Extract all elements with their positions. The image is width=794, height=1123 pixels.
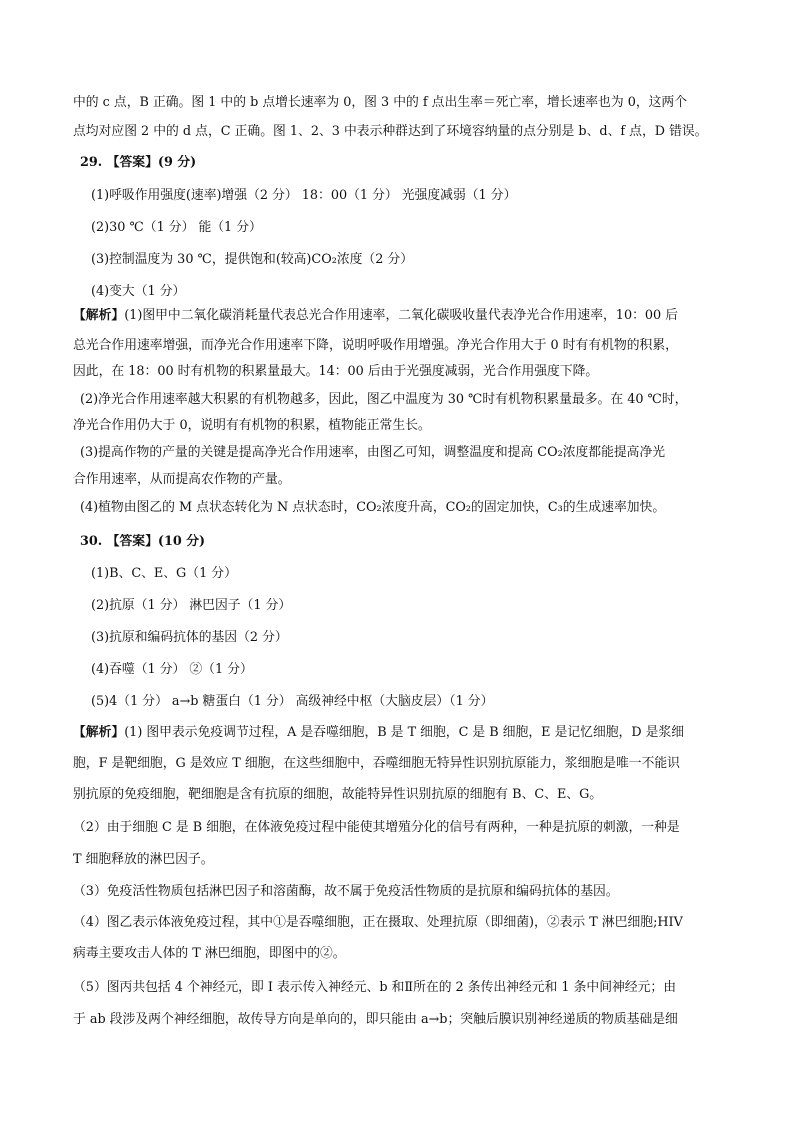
q29-analysis-line [73,308,725,324]
q30-answer-header: 30. 【答案】(10 分) [80,534,206,549]
text-line: 中的 c 点，B 正确。图 1 中的 b 点增长速率为 0，图 3 中的 f 点出生率＝死亡率，增长速率也为 0，这两个 [73,95,688,110]
q30-answer-2: (2)抗原（1 分） 淋巴因子（1 分） [91,598,292,613]
q30-analysis-line: 于 ab 段涉及两个神经细胞，故传导方向是单向的，即只能由 a→b；突触后膜识别神经递质的物质基础是细 [73,1012,678,1027]
q30-answer-1: (1)B、C、E、G（1 分） [91,566,237,581]
q29-answer-2: (2)30 ℃（1 分） 能（1 分） [91,220,262,235]
q30-analysis-line: T 细胞释放的淋巴因子。 [73,852,214,867]
q30-analysis-line: （4）图乙表示体液免疫过程，其中①是吞噬细胞，正在摄取、处理抗原（即细菌)，②表示 T 淋巴细胞;HIV [73,915,683,930]
q29-analysis-line: (3)提高作物的产量的关键是提高净光合作用速率，由图乙可知，调整温度和提高 CO₂浓度都能提高净光 [80,445,666,460]
analysis-text: (1) 图甲表示免疫调节过程，A 是吞噬细胞，B 是 T 细胞，C 是 B 细胞，E 是记忆细胞，D 是浆细 [124,725,685,740]
q30-analysis-line [73,725,725,741]
q30-answer-4: (4)吞噬（1 分） ②（1 分） [91,662,253,677]
q29-analysis-line: (4)植物由图乙的 M 点状态转化为 N 点状态时，CO₂浓度升高，CO₂的固定加快，C₃的生成速率加快。 [80,500,666,515]
analysis-tag: 【解析】 [73,725,125,740]
q29-analysis-line: 合作用速率，从而提高农作物的产量。 [73,472,291,487]
q29-analysis-line: 因此，在 18：00 时有机物的积累量最大。14：00 后由于光强度减弱，光合作用强度下降。 [73,364,599,379]
q29-answer-4: (4)变大（1 分） [91,284,186,299]
q29-answer-1: (1)呼吸作用强度(速率)增强（2 分） 18：00（1 分） 光强度减弱（1 分） [91,188,517,203]
q30-analysis-line: 别抗原的免疫细胞，靶细胞是含有抗原的细胞，故能特异性识别抗原的细胞有 B、C、E、G。 [73,787,603,802]
q30-analysis-line: 胞，F 是靶细胞，G 是效应 T 细胞，在这些细胞中，吞噬细胞无特异性识别抗原能力，浆细胞是唯一不能识 [73,756,680,771]
q30-answer-5: (5)4（1 分） a→b 糖蛋白（1 分） 高级神经中枢（大脑皮层）（1 分） [91,694,494,709]
q29-analysis-line: (2)净光合作用速率越大积累的有机物越多，因此，图乙中温度为 30 ℃时有机物积累量最多。在 40 ℃时， [80,392,688,407]
q30-analysis-line: （5）图丙共包括 4 个神经元，即 I 表示传入神经元、b 和Ⅱ所在的 2 条传出神经元和 1 条中间神经元；由 [73,980,676,995]
q29-analysis-line: 净光合作用仍大于 0，说明有有机物的积累，植物能正常生长。 [73,418,431,433]
analysis-text: (1)图甲中二氧化碳消耗量代表总光合作用速率，二氧化碳吸收量代表净光合作用速率，10：00 后 [124,308,679,323]
q29-answer-header: 29. 【答案】(9 分) [80,155,197,170]
analysis-tag: 【解析】 [73,308,125,323]
q29-analysis-line: 总光合作用速率增强，而净光合作用速率下降，说明呼吸作用增强。净光合作用大于 0 时有有机物的积累， [73,338,678,353]
q30-analysis-line: 病毒主要攻击人体的 T 淋巴细胞，即图中的②。 [73,946,346,961]
q30-analysis-line: （3）免疫活性物质包括淋巴因子和溶菌酶，故不属于免疫活性物质的是抗原和编码抗体的基因。 [73,884,619,899]
text-line: 点均对应图 2 中的 d 点，C 正确。图 1、2、3 中表示种群达到了环境容纳量的点分别是 b、d、f 点，D 错误。 [73,124,708,139]
q30-analysis-line: （2）由于细胞 C 是 B 细胞，在体液免疫过程中能使其增殖分化的信号有两种，一种是抗原的刺激，一种是 [73,820,680,835]
q30-answer-3: (3)抗原和编码抗体的基因（2 分） [91,630,288,645]
q29-answer-3: (3)控制温度为 30 ℃，提供饱和(较高)CO₂浓度（2 分） [91,252,414,267]
